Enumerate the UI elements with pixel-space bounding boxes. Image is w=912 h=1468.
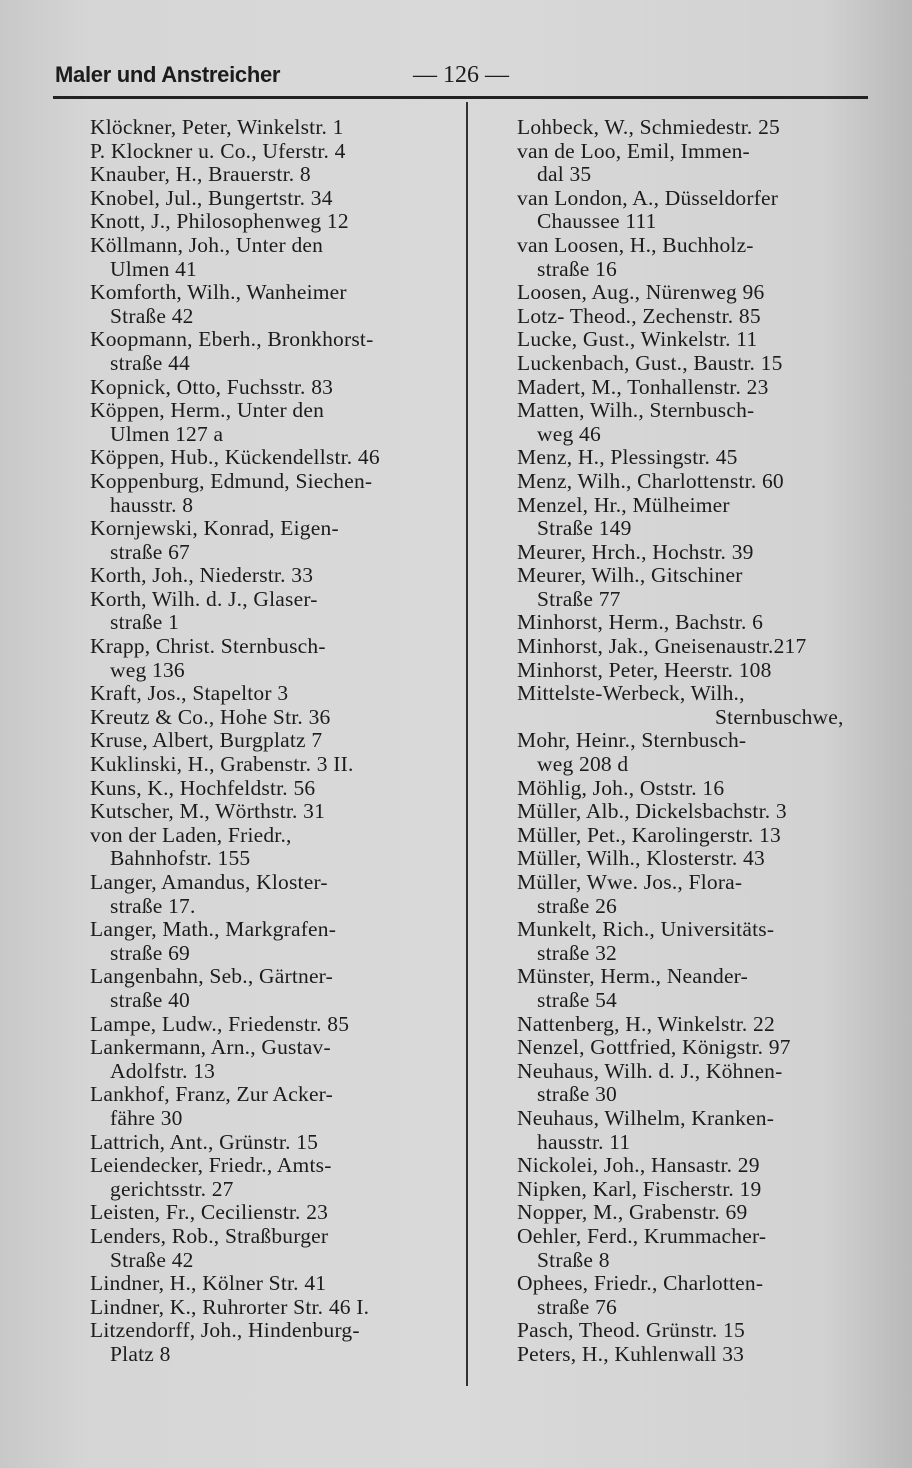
- directory-entry: [90, 1131, 460, 1155]
- entry-continuation: Adolfstr. 13: [110, 1058, 216, 1083]
- directory-entry: [90, 1272, 460, 1296]
- entry-text: Loosen, Aug., Nürenweg 96: [517, 280, 765, 305]
- entry-continuation: Ulmen 127 a: [110, 421, 224, 446]
- entry-text: Knauber, H., Brauerstr. 8: [90, 162, 311, 187]
- entry-text: Lucke, Gust., Winkelstr. 11: [517, 327, 758, 352]
- entry-continuation: weg 46: [537, 421, 601, 446]
- entry-text: Langer, Math., Markgrafen-: [90, 917, 337, 942]
- directory-entry: [517, 777, 877, 801]
- header-rule: [53, 96, 868, 99]
- directory-entry: [517, 376, 877, 400]
- entry-text: Köppen, Herm., Unter den: [90, 398, 325, 423]
- directory-entry: [517, 564, 877, 611]
- entry-text: Meurer, Hrch., Hochstr. 39: [517, 539, 754, 564]
- directory-entry: [517, 1178, 877, 1202]
- entry-continuation: dal 35: [537, 162, 592, 187]
- page-number: — 126 —: [413, 62, 509, 88]
- directory-entry: [517, 824, 877, 848]
- entry-text: Kornjewski, Konrad, Eigen-: [90, 516, 339, 541]
- directory-entry: [90, 1319, 460, 1366]
- entry-text: van Loosen, H., Buchholz-: [517, 232, 754, 257]
- entry-text: Lankermann, Arn., Gustav-: [90, 1035, 331, 1060]
- entry-text: Menzel, Hr., Mülheimer: [517, 492, 730, 517]
- directory-entry: [517, 871, 877, 918]
- entry-continuation: straße 17.: [110, 893, 196, 918]
- entry-text: Peters, H., Kuhlenwall 33: [517, 1341, 745, 1366]
- entry-text: Köppen, Hub., Kückendellstr. 46: [90, 445, 380, 470]
- entry-text: Krapp, Christ. Sternbusch-: [90, 634, 326, 659]
- entry-text: Kutscher, M., Wörthstr. 31: [90, 799, 326, 824]
- directory-entry: [90, 1225, 460, 1272]
- directory-entry: [517, 281, 877, 305]
- entry-continuation: weg 136: [110, 657, 185, 682]
- entry-text: Kreutz & Co., Hohe Str. 36: [90, 704, 331, 729]
- entry-continuation: hausstr. 11: [537, 1129, 631, 1154]
- entry-text: Lattrich, Ant., Grünstr. 15: [90, 1129, 319, 1154]
- entry-text: Münster, Herm., Neander-: [517, 964, 748, 989]
- entry-text: Menz, H., Plessingstr. 45: [517, 445, 738, 470]
- directory-entry: [90, 635, 460, 682]
- entry-text: Korth, Joh., Niederstr. 33: [90, 563, 314, 588]
- entry-text: Köllmann, Joh., Unter den: [90, 232, 324, 257]
- entry-continuation: Platz 8: [110, 1341, 171, 1366]
- entry-text: Müller, Alb., Dickelsbachstr. 3: [517, 799, 787, 824]
- entry-text: Nickolei, Joh., Hansastr. 29: [517, 1153, 760, 1178]
- directory-entry: [517, 116, 877, 140]
- directory-entry: [517, 635, 877, 659]
- entry-continuation: straße 16: [537, 256, 618, 281]
- directory-entry: [517, 328, 877, 352]
- entry-text: Nopper, M., Grabenstr. 69: [517, 1200, 748, 1225]
- section-title: Maler und Anstreicher: [55, 62, 281, 87]
- entry-text: Luckenbach, Gust., Baustr. 15: [517, 350, 783, 375]
- entry-text: Neuhaus, Wilhelm, Kranken-: [517, 1105, 775, 1130]
- entry-text: Müller, Wwe. Jos., Flora-: [517, 870, 743, 894]
- entry-continuation: Sternbuschwe,: [715, 704, 844, 729]
- entry-text: Minhorst, Jak., Gneisenaustr.217: [517, 634, 807, 659]
- left-column: [90, 116, 460, 1366]
- entry-text: Lampe, Ludw., Friedenstr. 85: [90, 1011, 350, 1036]
- entry-text: Oehler, Ferd., Krummacher-: [517, 1223, 767, 1248]
- entry-text: Koppenburg, Edmund, Siechen-: [90, 468, 373, 493]
- directory-entry: [517, 494, 877, 541]
- directory-entry: [517, 305, 877, 329]
- directory-entry: [517, 470, 877, 494]
- entry-text: Madert, M., Tonhallenstr. 23: [517, 374, 769, 399]
- entry-text: Munkelt, Rich., Universitäts-: [517, 917, 775, 942]
- entry-text: Kuns, K., Hochfeldstr. 56: [90, 775, 316, 800]
- directory-entry: [90, 1296, 460, 1320]
- page-header: [55, 58, 867, 98]
- directory-entry: [517, 1225, 877, 1272]
- directory-entry: [517, 541, 877, 565]
- directory-entry: [90, 682, 460, 706]
- directory-entry: [517, 140, 877, 187]
- directory-entry: [517, 659, 877, 683]
- directory-entry: [90, 918, 460, 965]
- entry-text: Langenbahn, Seb., Gärtner-: [90, 964, 333, 989]
- directory-entry: [90, 1201, 460, 1225]
- entry-text: Komforth, Wilh., Wanheimer: [90, 280, 347, 305]
- entry-text: Korth, Wilh. d. J., Glaser-: [90, 586, 318, 611]
- directory-entry: [517, 187, 877, 234]
- entry-text: Nattenberg, H., Winkelstr. 22: [517, 1011, 775, 1036]
- directory-entry: [90, 116, 460, 140]
- directory-entry: [517, 965, 877, 1012]
- directory-entry: [517, 399, 877, 446]
- entry-continuation: straße 67: [110, 539, 191, 564]
- entry-continuation: straße 54: [537, 987, 618, 1012]
- entry-text: Ophees, Friedr., Charlotten-: [517, 1271, 764, 1296]
- entry-continuation: straße 69: [110, 940, 191, 965]
- entry-text: Kraft, Jos., Stapeltor 3: [90, 681, 289, 706]
- entry-text: Langer, Amandus, Kloster-: [90, 870, 328, 894]
- directory-entry: [517, 1060, 877, 1107]
- entry-text: Koopmann, Eberh., Bronkhorst-: [90, 327, 374, 352]
- directory-entry: [90, 470, 460, 517]
- entry-continuation: hausstr. 8: [110, 492, 194, 517]
- entry-text: van de Loo, Emil, Immen-: [517, 138, 750, 163]
- entry-text: Klöckner, Peter, Winkelstr. 1: [90, 115, 344, 139]
- directory-entry: [517, 1343, 877, 1367]
- entry-text: Mittelste-Werbeck, Wilh.,: [517, 681, 745, 706]
- entry-text: Müller, Wilh., Klosterstr. 43: [517, 846, 765, 871]
- directory-entry: [517, 446, 877, 470]
- entry-text: Knott, J., Philosophenweg 12: [90, 209, 349, 234]
- directory-entry: [517, 682, 877, 729]
- entry-text: Müller, Pet., Karolingerstr. 13: [517, 822, 781, 847]
- entry-text: Neuhaus, Wilh. d. J., Köhnen-: [517, 1058, 783, 1083]
- entry-text: Möhlig, Joh., Oststr. 16: [517, 775, 725, 800]
- entry-continuation: Chaussee 111: [537, 209, 657, 234]
- entry-continuation: straße 40: [110, 987, 191, 1012]
- entry-text: Lindner, K., Ruhrorter Str. 46 I.: [90, 1294, 370, 1319]
- directory-entry: [90, 399, 460, 446]
- column-divider: [466, 102, 468, 1386]
- entry-text: P. Klockner u. Co., Uferstr. 4: [90, 138, 346, 163]
- entry-text: Meurer, Wilh., Gitschiner: [517, 563, 743, 588]
- entry-continuation: straße 44: [110, 350, 191, 375]
- directory-entry: [90, 517, 460, 564]
- entry-text: Matten, Wilh., Sternbusch-: [517, 398, 755, 423]
- directory-entry: [517, 1272, 877, 1319]
- directory-entry: [90, 564, 460, 588]
- entry-text: Menz, Wilh., Charlottenstr. 60: [517, 468, 784, 493]
- directory-entry: [517, 234, 877, 281]
- directory-entry: [90, 1083, 460, 1130]
- directory-entry: [90, 729, 460, 753]
- entry-text: Lankhof, Franz, Zur Acker-: [90, 1082, 333, 1107]
- directory-entry: [517, 847, 877, 871]
- entry-continuation: Straße 8: [537, 1247, 610, 1272]
- entry-text: Nipken, Karl, Fischerstr. 19: [517, 1176, 762, 1201]
- entry-text: Leiendecker, Friedr., Amts-: [90, 1153, 332, 1178]
- directory-entry: [517, 1013, 877, 1037]
- entry-text: Lohbeck, W., Schmiedestr. 25: [517, 115, 780, 139]
- directory-entry: [517, 1154, 877, 1178]
- directory-entry: [90, 777, 460, 801]
- entry-continuation: straße 1: [110, 610, 180, 635]
- entry-continuation: weg 208 d: [537, 752, 629, 777]
- directory-entry: [517, 352, 877, 376]
- directory-entry: [90, 965, 460, 1012]
- directory-entry: [517, 1201, 877, 1225]
- directory-entry: [517, 1036, 877, 1060]
- directory-entry: [517, 611, 877, 635]
- directory-entry: [90, 210, 460, 234]
- directory-entry: [90, 328, 460, 375]
- directory-entry: [90, 187, 460, 211]
- entry-continuation: Straße 42: [110, 303, 194, 328]
- entry-text: Kruse, Albert, Burgplatz 7: [90, 728, 323, 753]
- entry-text: Lenders, Rob., Straßburger: [90, 1223, 329, 1248]
- entry-text: Knobel, Jul., Bungertstr. 34: [90, 185, 333, 210]
- entry-text: Minhorst, Herm., Bachstr. 6: [517, 610, 764, 635]
- entry-text: Minhorst, Peter, Heerstr. 108: [517, 657, 772, 682]
- entry-text: Leisten, Fr., Cecilienstr. 23: [90, 1200, 329, 1225]
- entry-text: Kopnick, Otto, Fuchsstr. 83: [90, 374, 334, 399]
- directory-entry: [517, 1107, 877, 1154]
- directory-entry: [90, 753, 460, 777]
- entry-continuation: straße 32: [537, 940, 618, 965]
- entry-continuation: Bahnhofstr. 155: [110, 846, 251, 871]
- entry-text: Pasch, Theod. Grünstr. 15: [517, 1318, 745, 1343]
- directory-entry: [90, 706, 460, 730]
- entry-continuation: Straße 77: [537, 586, 621, 611]
- directory-entry: [90, 234, 460, 281]
- entry-continuation: Straße 42: [110, 1247, 194, 1272]
- directory-entry: [517, 1319, 877, 1343]
- directory-entry: [90, 163, 460, 187]
- directory-entry: [90, 824, 460, 871]
- directory-entry: [90, 281, 460, 328]
- directory-entry: [90, 446, 460, 470]
- entry-continuation: Ulmen 41: [110, 256, 197, 281]
- directory-entry: [517, 729, 877, 776]
- directory-entry: [517, 800, 877, 824]
- entry-continuation: gerichtsstr. 27: [110, 1176, 234, 1201]
- entry-text: Nenzel, Gottfried, Königstr. 97: [517, 1035, 791, 1060]
- entry-continuation: fähre 30: [110, 1105, 183, 1130]
- entry-text: Lindner, H., Kölner Str. 41: [90, 1271, 327, 1296]
- directory-entry: [90, 1154, 460, 1201]
- entry-text: van London, A., Düsseldorfer: [517, 185, 779, 210]
- directory-entry: [90, 871, 460, 918]
- entry-continuation: Straße 149: [537, 516, 632, 541]
- entry-text: Kuklinski, H., Grabenstr. 3 II.: [90, 752, 354, 777]
- directory-entry: [90, 1013, 460, 1037]
- entry-continuation: straße 30: [537, 1082, 618, 1107]
- entry-continuation: straße 76: [537, 1294, 618, 1319]
- entry-text: Lotz- Theod., Zechenstr. 85: [517, 303, 761, 328]
- entry-text: von der Laden, Friedr.,: [90, 822, 292, 847]
- directory-entry: [517, 918, 877, 965]
- directory-entry: [90, 588, 460, 635]
- directory-entry: [90, 376, 460, 400]
- entry-continuation: straße 26: [537, 893, 618, 918]
- directory-entry: [90, 1036, 460, 1083]
- directory-entry: [90, 140, 460, 164]
- directory-entry: [90, 800, 460, 824]
- entry-text: Mohr, Heinr., Sternbusch-: [517, 728, 747, 753]
- right-column: [517, 116, 877, 1366]
- entry-text: Litzendorff, Joh., Hindenburg-: [90, 1318, 360, 1343]
